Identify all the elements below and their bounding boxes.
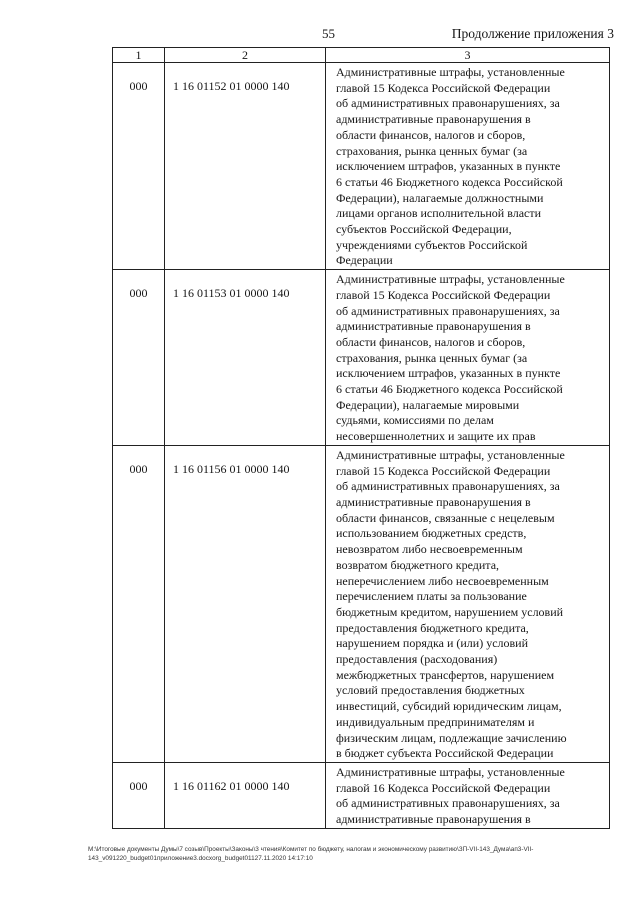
description-line: исключением штрафов, указанных в пункте [336,159,561,174]
description-line: физическим лицам, подлежащие зачислению [336,730,567,745]
kbk-code-cell: 1 16 01162 01 0000 140 [165,762,326,828]
admin-code-cell: 000 [113,63,165,270]
description-line: административные правонарушения в [336,112,531,127]
description-line: Федерации), налагаемые должностными [336,190,544,205]
description-line: Административные штрафы, установленные [336,764,565,779]
kbk-code-cell: 1 16 01152 01 0000 140 [165,63,326,270]
description-line: бюджетным кредитом, нарушением условий [336,604,564,619]
description-line: учреждениями субъектов Российской [336,237,528,252]
description-line: перечислением платы за пользование [336,589,527,604]
description-line: использованием бюджетных средств, [336,526,527,541]
description-line: предоставления (расходования) [336,652,498,667]
description-line: административные правонарушения в [336,319,531,334]
description-line: главой 16 Кодекса Российской Федерации [336,780,551,795]
budget-table [112,47,610,829]
description-line: в бюджет субъекта Российской Федерации [336,746,554,761]
description-line: неперечислением либо несвоевременным [336,573,549,588]
description-line: предоставления бюджетного кредита, [336,620,529,635]
description-line: об административных правонарушениях, за [336,796,560,811]
description-line: возвратом бюджетного кредита, [336,557,500,572]
description-line: невозвратом либо несвоевременным [336,542,523,557]
description-line: исключением штрафов, указанных в пункте [336,366,561,381]
description-line: 6 статьи 46 Бюджетного кодекса Российской [336,174,563,189]
table-row [113,445,610,762]
page-number: 55 [322,26,335,41]
description-line: области финансов, налогов и сборов, [336,127,526,142]
description-line: об административных правонарушениях, за [336,479,560,494]
table-row [113,63,610,270]
description-line: об административных правонарушениях, за [336,303,560,318]
description-line: лицами органов исполнительной власти [336,206,542,221]
table-row [113,762,610,828]
description-line: области финансов, налогов и сборов, [336,334,526,349]
description-line: 6 статьи 46 Бюджетного кодекса Российской [336,382,563,397]
description-line: Административные штрафы, установленные [336,272,565,287]
description-line: нарушением порядка и (или) условий [336,636,529,651]
description-line: Федерации), налагаемые мировыми [336,397,520,412]
footer-line: М:\Итоговые документы Думы\7 созыв\Проекты\Законы\3 чтения\Комитет по бюджету, налогам и экономическому развитию\ЗП-VII-143_Дума\ап3-VII- [88,846,534,853]
admin-code-cell: 000 [113,445,165,762]
description-line: Административные штрафы, установленные [336,65,565,79]
description-line: судьями, комиссиями по делам [336,413,494,428]
description-cell [326,762,610,828]
description-line: главой 15 Кодекса Российской Федерации [336,287,551,302]
kbk-code-cell: 1 16 01153 01 0000 140 [165,270,326,446]
description-cell [326,63,610,270]
description-line: области финансов, связанные с нецелевым [336,510,555,525]
description-line: индивидуальным предпринимателям и [336,714,535,729]
description-line: Федерации [336,253,393,268]
description-line: административные правонарушения в [336,494,531,509]
footer-line: 143_v091220_budget01приложение3.docxorg_budget01127.11.2020 14:17:10 [88,855,313,862]
description-line: несовершеннолетних и защите их прав [336,429,536,444]
description-line: страхования, рынка ценных бумаг (за [336,350,528,365]
continuation-label: Продолжение приложения 3 [451,26,614,41]
description-line: главой 15 Кодекса Российской Федерации [336,463,551,478]
description-cell [326,270,610,446]
admin-code-cell: 000 [113,762,165,828]
description-line: главой 15 Кодекса Российской Федерации [336,80,551,95]
table-row [113,270,610,446]
description-line: административные правонарушения в [336,812,531,827]
kbk-code-cell: 1 16 01156 01 0000 140 [165,445,326,762]
description-line: Административные штрафы, установленные [336,447,565,462]
description-line: об административных правонарушениях, за [336,96,560,111]
column-header: 1 [113,48,165,63]
description-cell [326,445,610,762]
column-header: 2 [165,48,326,63]
description-line: страхования, рынка ценных бумаг (за [336,143,528,158]
description-line: инвестиций, субсидий юридическим лицам, [336,699,562,714]
description-line: условий предоставления бюджетных [336,683,525,698]
admin-code-cell: 000 [113,270,165,446]
description-line: субъектов Российской Федерации, [336,222,512,237]
description-line: межбюджетных трансфертов, нарушением [336,667,555,682]
table-header-row [113,48,610,63]
table-body [113,63,610,829]
column-header: 3 [326,48,610,63]
file-path-footer [88,845,628,863]
